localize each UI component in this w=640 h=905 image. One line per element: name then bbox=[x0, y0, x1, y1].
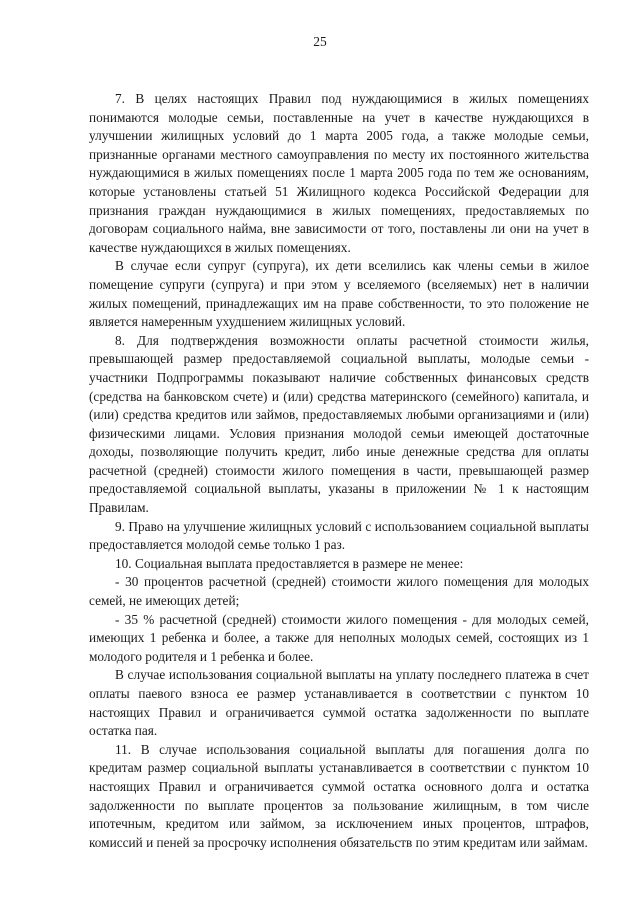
paragraph-10-item-2: - 35 % расчетной (средней) стоимости жилого помещения - для молодых семей, имеющих 1 ребенка и более, а также для неполных молодых семей, состоящих из 1 молодого родителя и 1 ребенка и более. bbox=[89, 611, 589, 664]
paragraph-9: 9. Право на улучшение жилищных условий с использованием социальной выплаты предоставляется молодой семье только 1 раз. bbox=[89, 518, 589, 553]
paragraph-10-share-payment: В случае использования социальной выплаты на уплату последнего платежа в счет оплаты паевого взноса ее размер устанавливается в соответствии с пунктом 10 настоящих Правил и ограничивается суммой остатка задолженности по выплате остатка пая. bbox=[89, 667, 589, 739]
paragraph-10: 10. Социальная выплата предоставляется в размере не менее: bbox=[115, 555, 464, 571]
document-body bbox=[89, 90, 589, 852]
paragraph-10-item-1: - 30 процентов расчетной (средней) стоимости жилого помещения для молодых семей, не имеющих детей; bbox=[89, 574, 589, 609]
page-number: 25 bbox=[313, 34, 327, 49]
paragraph-7-spouse: В случае если супруг (супруга), их дети вселились как члены семьи в жилое помещение супруги (супруга) и при этом у вселяемого (вселяемых) нет в наличии жилых помещений, принадлежащих им на праве собственности, то это положение не является намеренным ухудшением жилищных условий. bbox=[89, 258, 589, 330]
paragraph-8: 8. Для подтверждения возможности оплаты расчетной стоимости жилья, превышающей размер предоставляемой социальной выплаты, молодые семьи - участники Подпрограммы показывают наличие собственных финансовых средств (средства на банковском счете) и (или) средства материнского (семейного) капитала, и (или) средства кредитов или займов, предоставляемых любыми организациями и (или) физическими лицами. Условия признания молодой семьи имеющей достаточные доходы, позволяющие получить кредит, либо иные денежные средства для оплаты расчетной (средней) стоимости жилого помещения в части, превышающей размер предоставляемой социальной выплаты, указаны в приложении № 1 к настоящим Правилам. bbox=[89, 332, 589, 516]
paragraph-11: 11. В случае использования социальной выплаты для погашения долга по кредитам размер социальной выплаты устанавливается в соответствии с пунктом 10 настоящих Правил и ограничивается суммой остатка основного долга и остатка задолженности по выплате процентов за пользование жилищным, в том числе ипотечным, кредитом или займом, за исключением иных процентов, штрафов, комиссий и пеней за просрочку исполнения обязательств по этим кредитам или займам. bbox=[89, 741, 589, 850]
paragraph-7: 7. В целях настоящих Правил под нуждающимися в жилых помещениях понимаются молодые семьи, поставленные на учет в качестве нуждающихся в улучшении жилищных условий до 1 марта 2005 года, а также молодые семьи, признанные органами местного самоуправления по месту их постоянного жительства нуждающимися в жилых помещениях после 1 марта 2005 года по тем же основаниям, которые установлены статьей 51 Жилищного кодекса Российской Федерации для признания граждан нуждающимися в жилых помещениях, предоставляемых по договорам социального найма, вне зависимости от того, поставлены ли они на учет в качестве нуждающихся в жилых помещениях. bbox=[89, 91, 589, 255]
